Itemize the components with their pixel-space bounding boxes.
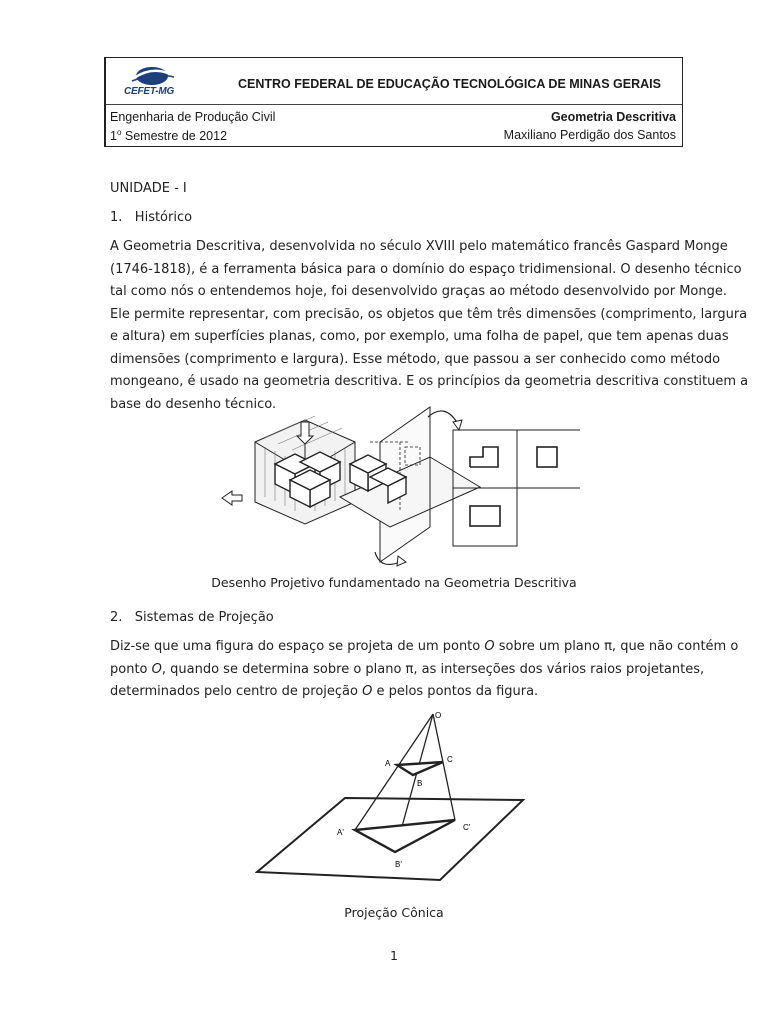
- paragraph-line: [110, 636, 739, 659]
- label-a: A: [385, 759, 391, 768]
- cefet-logo: [118, 64, 184, 100]
- figure-1-caption: Desenho Projetivo fundamentado na Geometria Descritiva: [211, 575, 577, 590]
- logo-text: CEFET-MG: [124, 86, 175, 97]
- unit-title: UNIDADE - I: [110, 181, 187, 196]
- semester-text: Semestre de 2012: [121, 129, 228, 143]
- semester-ordinal: o: [116, 128, 122, 137]
- label-a-prime: A': [337, 828, 344, 837]
- label-c-prime: C': [463, 823, 471, 832]
- institution-name: CENTRO FEDERAL DE EDUCAÇÃO TECNOLÓGICA DE MINAS GERAIS: [238, 77, 661, 91]
- paragraph-line: tal como nós o entendemos hoje, foi desenvolvido graças ao método desenvolvido por Monge.: [110, 284, 728, 299]
- figure-2-caption: Projeção Cônica: [344, 905, 444, 920]
- text-run: sobre um plano π, que não contém o: [494, 639, 739, 654]
- point-o-label: O: [151, 661, 162, 677]
- text-run: ponto: [110, 661, 152, 677]
- projective-drawing-figure: [200, 402, 580, 572]
- page-number: 1: [390, 948, 398, 963]
- label-o: O: [435, 711, 442, 720]
- paragraph-line: e altura) em superfícies planas, como, por exemplo, uma folha de papel, que tem apenas duas: [110, 329, 729, 344]
- section-2-paragraph: [110, 636, 739, 704]
- text-run: determinados pelo centro de projeção: [110, 684, 363, 699]
- section-1-paragraph: [110, 236, 749, 416]
- section-1-heading: 1. Histórico: [110, 210, 193, 225]
- label-b: B: [417, 779, 423, 788]
- paragraph-line: (1746-1818), é a ferramenta básica para o domínio do espaço tridimensional. O desenho técnico: [110, 261, 742, 277]
- author-name: Maxiliano Perdigão dos Santos: [503, 128, 676, 142]
- paragraph-line: A Geometria Descritiva, desenvolvida no século XVIII pelo matemático francês Gaspard Monge: [110, 239, 728, 254]
- section-2-heading: 2. Sistemas de Projeção: [110, 610, 274, 625]
- text-run: Diz-se que uma figura do espaço se projeta de um ponto: [110, 639, 485, 654]
- paragraph-line: [110, 681, 678, 704]
- semester-number: 1: [110, 129, 117, 143]
- paragraph-line: [110, 659, 705, 682]
- semester: [110, 128, 227, 143]
- conic-projection-figure: [255, 702, 535, 887]
- text-run: , quando se determina sobre o plano π, as interseções dos vários raios projetantes,: [161, 661, 705, 677]
- paragraph-line: dimensões (comprimento e largura). Esse método, que passou a ser conhecido como método: [110, 351, 721, 367]
- point-o-label: O: [362, 684, 373, 699]
- course-name: Engenharia de Produção Civil: [110, 110, 276, 124]
- text-run: e pelos pontos da figura.: [372, 684, 539, 699]
- label-b-prime: B': [395, 860, 402, 869]
- label-c: C: [447, 755, 453, 764]
- paragraph-line: base do desenho técnico.: [110, 396, 277, 412]
- paragraph-line: mongeano, é usado na geometria descritiva. E os princípios da geometria descritiva constituem a: [110, 374, 749, 389]
- paragraph-line: Ele permite representar, com precisão, os objetos que têm três dimensões (comprimento, largura: [110, 306, 748, 322]
- subject-name: Geometria Descritiva: [550, 110, 676, 124]
- point-o-label: O: [484, 639, 495, 654]
